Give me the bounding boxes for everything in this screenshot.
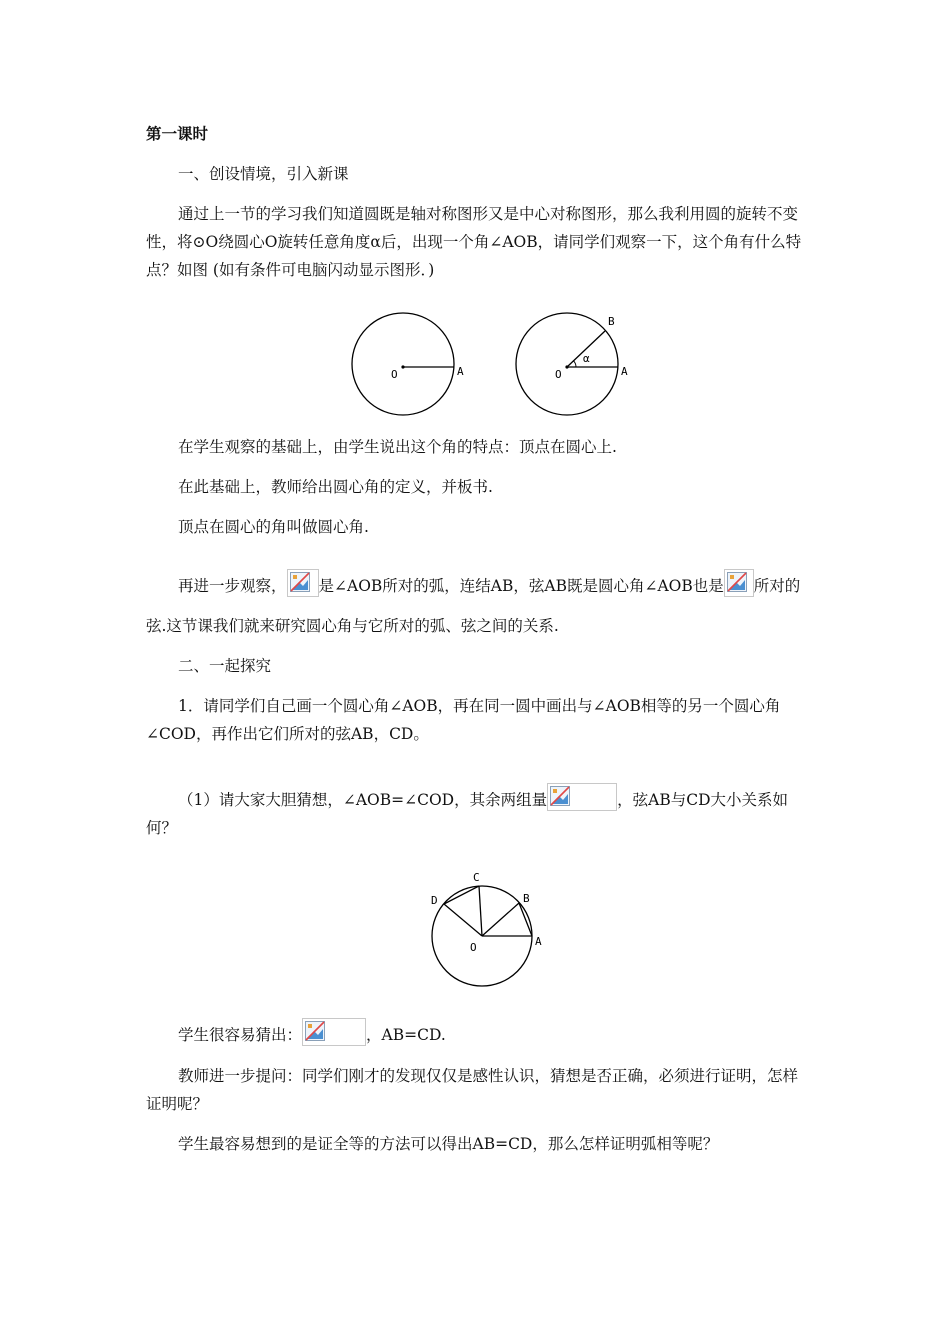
lesson-heading: 第一课时 — [146, 124, 209, 143]
paragraph-task-1: 1．请同学们自己画一个圆心角∠AOB，再在同一圆中画出与∠AOB相等的另一个圆心角∠COD，再作出它们所对的弦AB，CD。 — [146, 697, 781, 743]
chord-ab — [519, 903, 532, 936]
broken-image-icon — [727, 572, 747, 592]
paragraph-student-guess — [146, 1018, 806, 1049]
label-d: D — [431, 894, 438, 907]
right-center-point — [565, 365, 568, 368]
paragraph-definition: 顶点在圆心的角叫做圆心角. — [178, 518, 369, 536]
paragraph-intro: 通过上一节的学习我们知道圆既是轴对称图形又是中心对称图形，那么我利用圆的旋转不变性，将⊙O绕圆心O旋转任意角度α后，出现一个角∠AOB，请同学们观察一下，这个角有什么特点？如图 (如有条件可电脑闪动显示图形．) — [146, 205, 802, 279]
para7-text-a: （1）请大家大胆猜想，∠AOB=∠COD，其余两组量 — [178, 791, 548, 809]
broken-image-placeholder-guess — [302, 1018, 366, 1046]
paragraph-observation: 在学生观察的基础上，由学生说出这个角的特点：顶点在圆心上. — [178, 438, 617, 456]
label-b: B — [523, 892, 530, 905]
broken-image-placeholder-quantities — [547, 783, 617, 811]
para5-text-a: 再进一步观察， — [178, 577, 287, 595]
angle-arc-alpha — [574, 361, 577, 367]
figure-rotation-circles — [346, 306, 646, 422]
broken-image-icon — [550, 786, 570, 806]
label-o: O — [470, 941, 477, 954]
para7-text-b: ，弦AB与CD大小关系如何？ — [146, 791, 788, 837]
paragraph-definition-intro: 在此基础上，教师给出圆心角的定义，并板书. — [178, 478, 493, 496]
radius-oc — [479, 886, 482, 936]
paragraph-proof-idea: 学生最容易想到的是证全等的方法可以得出AB=CD，那么怎样证明弧相等呢？ — [178, 1135, 719, 1153]
left-label-o: O — [391, 368, 398, 381]
radius-od — [444, 904, 482, 936]
para5-text-c: 所对的弦.这节课我们就来研究圆心角与它所对的弧、弦之间的关系. — [146, 577, 801, 635]
label-c: C — [473, 871, 480, 884]
broken-image-placeholder-arc — [287, 569, 319, 597]
right-label-b: B — [608, 315, 615, 328]
right-label-a: A — [621, 365, 628, 378]
para8-text-b: ，AB=CD. — [366, 1026, 446, 1044]
para5-text-b: 是∠AOB所对的弧，连结AB，弦AB既是圆心角∠AOB也是 — [318, 577, 724, 595]
left-label-a: A — [457, 365, 464, 378]
left-center-point — [401, 365, 404, 368]
right-circle — [516, 313, 618, 415]
section-title-1: 一、创设情境，引入新课 — [178, 165, 349, 183]
label-a: A — [535, 935, 542, 948]
broken-image-placeholder-arc-2 — [724, 569, 754, 597]
paragraph-teacher-question: 教师进一步提问：同学们刚才的发现仅仅是感性认识，猜想是否正确，必须进行证明，怎样证明呢？ — [146, 1067, 799, 1113]
broken-image-icon — [290, 572, 310, 592]
right-label-alpha: α — [583, 352, 590, 365]
paragraph-conjecture — [146, 783, 806, 842]
section-title-2: 二、一起探究 — [178, 657, 272, 675]
left-circle — [352, 313, 454, 415]
para8-text-a: 学生很容易猜出： — [178, 1026, 303, 1044]
chord-cd — [444, 886, 479, 904]
paragraph-arc-chord — [146, 566, 806, 646]
broken-image-icon — [305, 1021, 325, 1041]
figure-central-angles — [424, 864, 550, 990]
right-label-o: O — [555, 368, 562, 381]
radius-ob — [482, 903, 519, 936]
